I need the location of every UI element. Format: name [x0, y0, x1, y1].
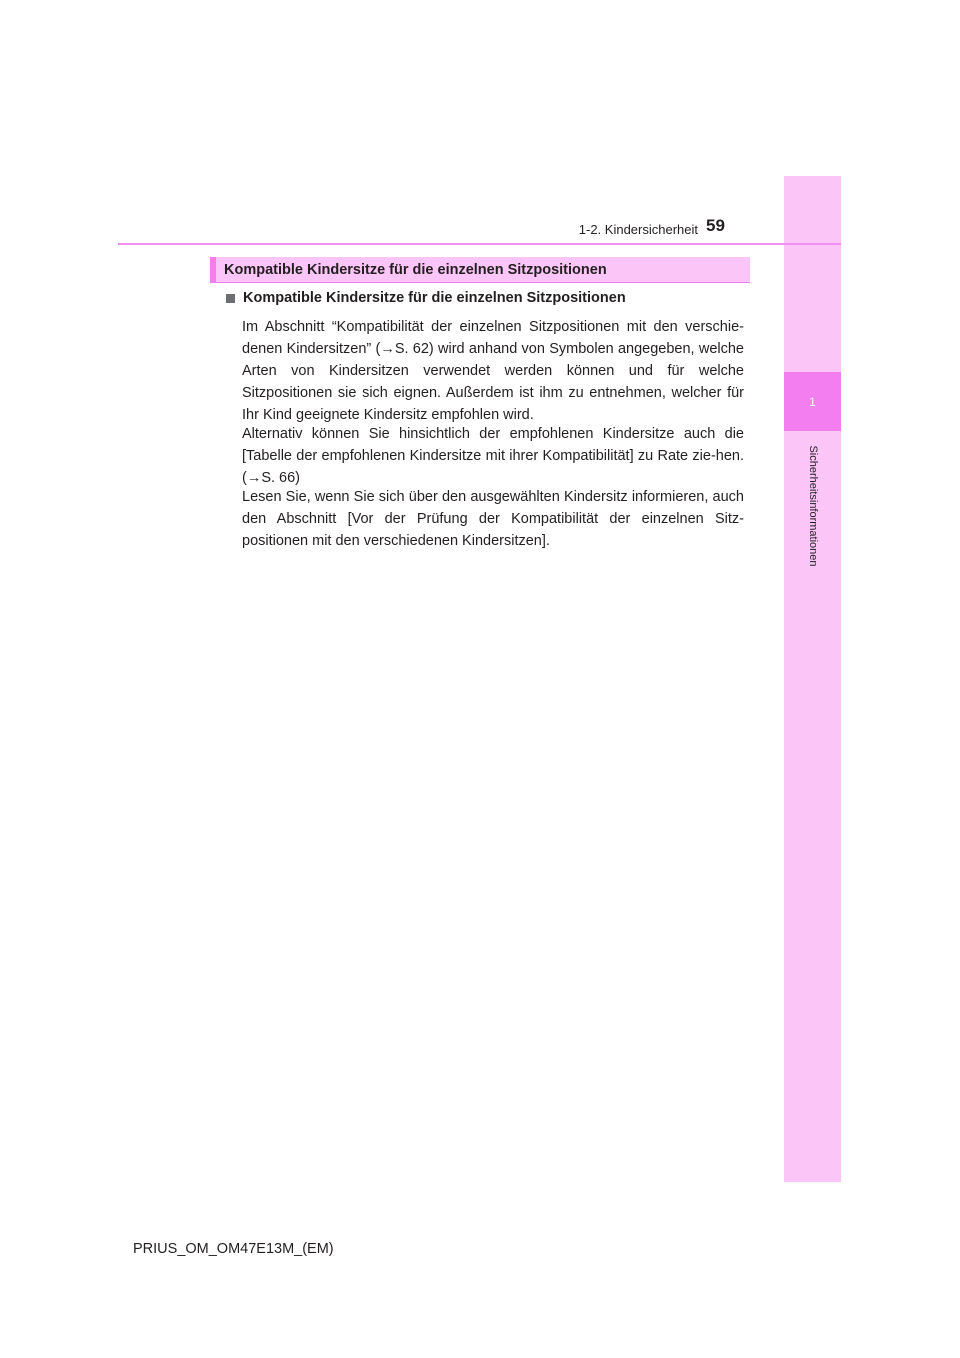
section-title: 1-2. Kindersicherheit [578, 222, 698, 237]
paragraph: Lesen Sie, wenn Sie sich über den ausgewählten Kindersitz informieren, auch den Abschnitt [Vor der Prüfung der Kompatibilität der einzelnen Sitz-positionen mit den verschiedenen Kindersitzen]. [242, 489, 744, 549]
paragraph: Im Abschnitt “Kompatibilität der einzelnen Sitzpositionen mit den verschie-denen Kindersitzen” (→S. 62) wird anhand von Symbolen angegeben, welche Arten von Kindersitzen verwendet werden können und für welche Sitzpositionen sie sich eignen. Außerdem ist ihm zu entnehmen, welcher für Ihr Kind geeignete Kindersitz empfohlen wird. [242, 319, 744, 423]
sub-heading [226, 290, 626, 306]
paragraph: Alternativ können Sie hinsichtlich der empfohlenen Kindersitze auch die [Tabelle der empfohlenen Kindersitze mit ihrer Kompatibilität] zu Rate zie-hen. (→S. 66) [242, 426, 744, 486]
document-id: PRIUS_OM_OM47E13M_(EM) [133, 1241, 334, 1257]
page-number: 59 [706, 216, 725, 235]
square-bullet-icon [226, 294, 235, 303]
heading-accent [210, 257, 216, 283]
chapter-label: Sicherheitsinformationen [807, 445, 819, 567]
side-tab [784, 176, 841, 1182]
header-divider [118, 243, 841, 245]
chapter-number: 1 [809, 394, 816, 409]
section-heading: Kompatible Kindersitze für die einzelnen Sitzpositionen [224, 262, 607, 278]
sub-heading-text: Kompatible Kindersitze für die einzelnen Sitzpositionen [243, 290, 626, 306]
